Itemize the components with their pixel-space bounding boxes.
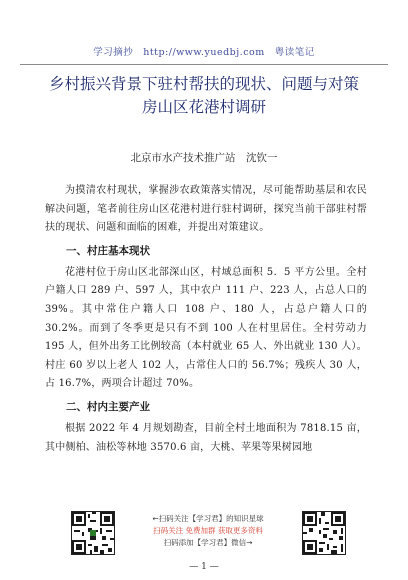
site-header[interactable]: 学习摘抄 http://www.yuedbj.com 粤读笔记 (93, 47, 315, 58)
qr-code-left-icon[interactable] (71, 511, 115, 555)
title-line-1: 乡村振兴背景下驻村帮扶的现状、问题与对策 (48, 75, 359, 93)
promo-line-3[interactable]: 扫码添加【学习君】微信→ (163, 538, 253, 547)
section-2-heading: 二、村内主要产业 (66, 400, 150, 413)
promo-line-1[interactable]: ←扫码关注【学习君】的知识星球 (152, 514, 264, 523)
header-rule (20, 64, 388, 65)
intro-paragraph: 为摸清农村现状，掌握涉农政策落实情况，尽可能帮助基层和农民解决问题，笔者前往房山区花港村进行驻村调研，探究当前干部驻村帮扶的现状、问题和面临的困难，并提出对策建议。 (45, 185, 367, 234)
article-body (45, 182, 367, 457)
section-1-paragraph: 花港村位于房山区北部深山区，村域总面积 5．5 平方公里。全村户籍人口 289 户、597 人，其中农户 111 户、223 人，占总人口的 39%。其中常住户籍人口 108 户、180 人，占总户籍人口的 30.2%。而到了冬季更是只有不到 100 人在村里居住。全村劳动力 195 人，但外出务工比例较高（本村就业 65 人、外出就业 130 人）。村庄 60 岁以上老人 102 人，占常住人口的 56.7%；残疾人 30 人，占 16.7%，两项合计超过 70%。 (45, 266, 367, 390)
qr-code-right-icon[interactable] (302, 511, 346, 555)
promo-text (123, 513, 293, 549)
title-line-2: 房山区花港村调研 (141, 98, 266, 116)
promo-line-2: 扫码关注 免费加群 获取更多资料 (153, 526, 263, 535)
section-1-heading: 一、村庄基本现状 (66, 244, 150, 257)
article-title (20, 73, 388, 119)
page-footer (0, 511, 408, 580)
section-2-paragraph: 根据 2022 年 4 月规划勘查，目前全村土地面积为 7818.15 亩，其中侧柏、油松等林地 3570.6 亩，大桃、苹果等果树园地 (45, 422, 367, 453)
author-line: 北京市水产技术推广站 沈钦一 (130, 152, 278, 164)
page-number: — 1 — (189, 562, 219, 572)
